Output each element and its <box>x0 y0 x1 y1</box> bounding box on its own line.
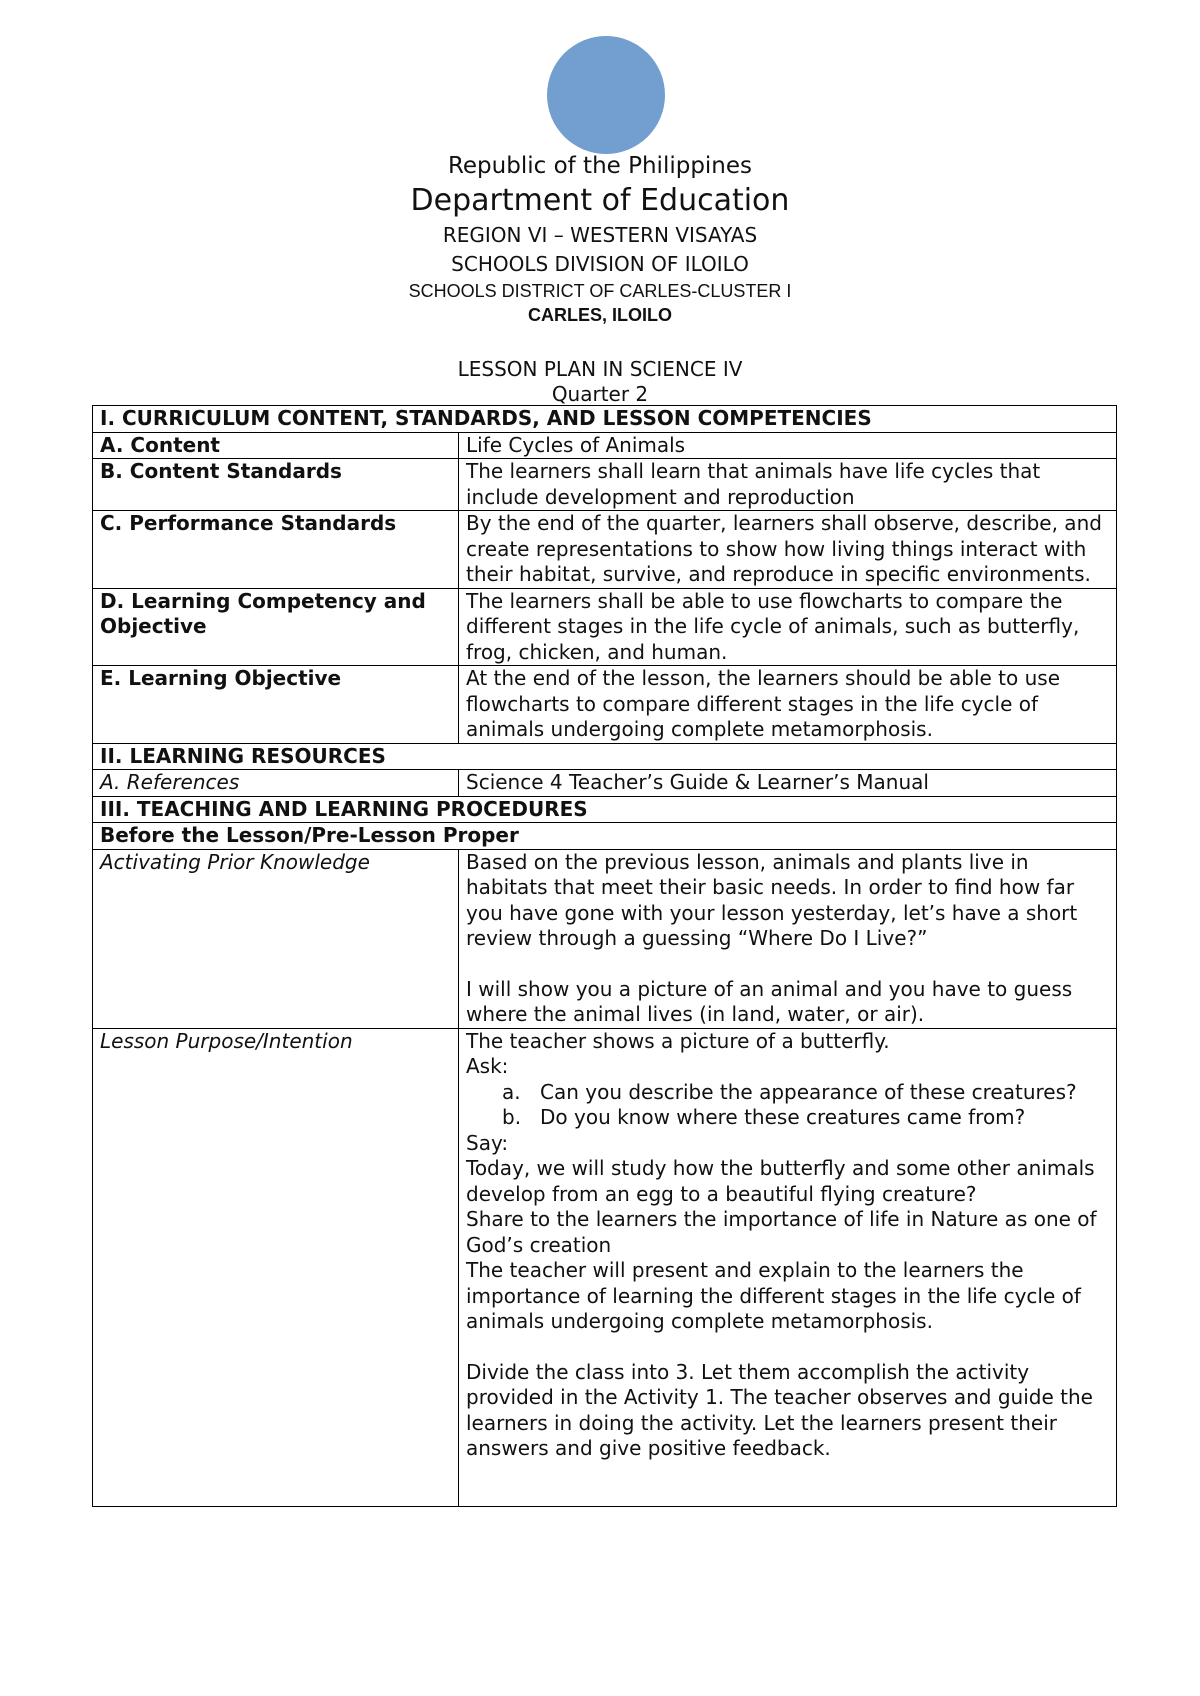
row-value-references: Science 4 Teacher’s Guide & Learner’s Manual <box>459 770 1117 797</box>
table-row <box>93 511 1117 589</box>
school-seal <box>547 36 665 154</box>
section-procedures: III. TEACHING AND LEARNING PROCEDURES <box>93 796 1117 823</box>
question-text: Can you describe the appearance of these creatures? <box>540 1079 1077 1104</box>
header-town: CARLES, ILOILO <box>528 305 672 325</box>
table-row <box>93 588 1117 666</box>
row-value-purpose <box>459 1028 1117 1506</box>
header-department: Department of Education <box>410 183 790 218</box>
row-value-competency: The learners shall be able to use flowcharts to compare the different stages in the life cycle of animals, such as butterfly, frog, chicken, and human. <box>459 588 1117 666</box>
row-label-content-standards: B. Content Standards <box>93 459 459 511</box>
table-row <box>93 432 1117 459</box>
lesson-plan-title: LESSON PLAN IN SCIENCE IV <box>457 357 743 381</box>
row-label-references: A. References <box>93 770 459 797</box>
row-label-objective: E. Learning Objective <box>93 666 459 744</box>
purpose-present: The teacher will present and explain to the learners the importance of learning the different stages in the life cycle of animals undergoing complete metamorphosis. <box>466 1258 1081 1333</box>
lesson-plan-table <box>92 405 1117 1507</box>
purpose-line-1: The teacher shows a picture of a butterfly. <box>466 1028 890 1053</box>
header-district: SCHOOLS DISTRICT OF CARLES-CLUSTER I <box>408 281 792 301</box>
purpose-divide: Divide the class into 3. Let them accomplish the activity provided in the Activity 1. The teacher observes and guide the learners in doing the activity. Let the learners present their answers and give positive feedback. <box>466 1359 1093 1460</box>
table-row <box>93 770 1117 797</box>
section-row <box>93 406 1117 433</box>
activating-paragraph-1: Based on the previous lesson, animals and plants live in habitats that meet their basic needs. In order to find how far you have gone with your lesson yesterday, let’s have a short review through a guessing “Where Do I Live?” <box>466 849 1078 950</box>
list-item <box>466 1080 1109 1106</box>
purpose-say: Say: <box>466 1130 509 1155</box>
row-value-objective: At the end of the lesson, the learners should be able to use flowcharts to compare different stages in the life cycle of animals undergoing complete metamorphosis. <box>459 666 1117 744</box>
header-republic: Republic of the Philippines <box>447 153 753 179</box>
purpose-share: Share to the learners the importance of life in Nature as one of God’s creation <box>466 1207 1097 1257</box>
row-label-activating: Activating Prior Knowledge <box>93 849 459 1028</box>
section-resources: II. LEARNING RESOURCES <box>93 743 1117 770</box>
purpose-ask: Ask: <box>466 1054 509 1078</box>
row-label-content: A. Content <box>93 432 459 459</box>
purpose-today: Today, we will study how the butterfly and some other animals develop from an egg to a beautiful flying creature? <box>466 1156 1095 1206</box>
list-marker: b. <box>502 1105 522 1129</box>
row-label-competency: D. Learning Competency and Objective <box>93 588 459 666</box>
question-text: Do you know where these creatures came from? <box>540 1105 1026 1129</box>
lesson-plan-quarter: Quarter 2 <box>551 382 649 406</box>
table-row <box>93 849 1117 1028</box>
section-row <box>93 823 1117 850</box>
row-value-performance-standards: By the end of the quarter, learners shall observe, describe, and create representations to show how living things interact with their habitat, survive, and reproduce in specific environments. <box>459 511 1117 589</box>
section-before-lesson: Before the Lesson/Pre-Lesson Proper <box>93 823 1117 850</box>
table-row <box>93 459 1117 511</box>
table-row <box>93 1028 1117 1506</box>
row-label-performance-standards: C. Performance Standards <box>93 511 459 589</box>
header-division: SCHOOLS DIVISION OF ILOILO <box>451 252 749 276</box>
list-marker: a. <box>502 1079 521 1104</box>
row-value-content: Life Cycles of Animals <box>459 432 1117 459</box>
list-item <box>466 1105 1109 1131</box>
section-curriculum: I. CURRICULUM CONTENT, STANDARDS, AND LESSON COMPETENCIES <box>93 406 1117 433</box>
row-value-content-standards: The learners shall learn that animals have life cycles that include development and reproduction <box>459 459 1117 511</box>
row-value-activating <box>459 849 1117 1028</box>
table-row <box>93 666 1117 744</box>
activating-paragraph-2: I will show you a picture of an animal and you have to guess where the animal lives (in land, water, or air). <box>466 976 1073 1026</box>
header-region: REGION VI – WESTERN VISAYAS <box>442 223 758 247</box>
row-label-purpose: Lesson Purpose/Intention <box>93 1028 459 1506</box>
section-row <box>93 743 1117 770</box>
section-row <box>93 796 1117 823</box>
